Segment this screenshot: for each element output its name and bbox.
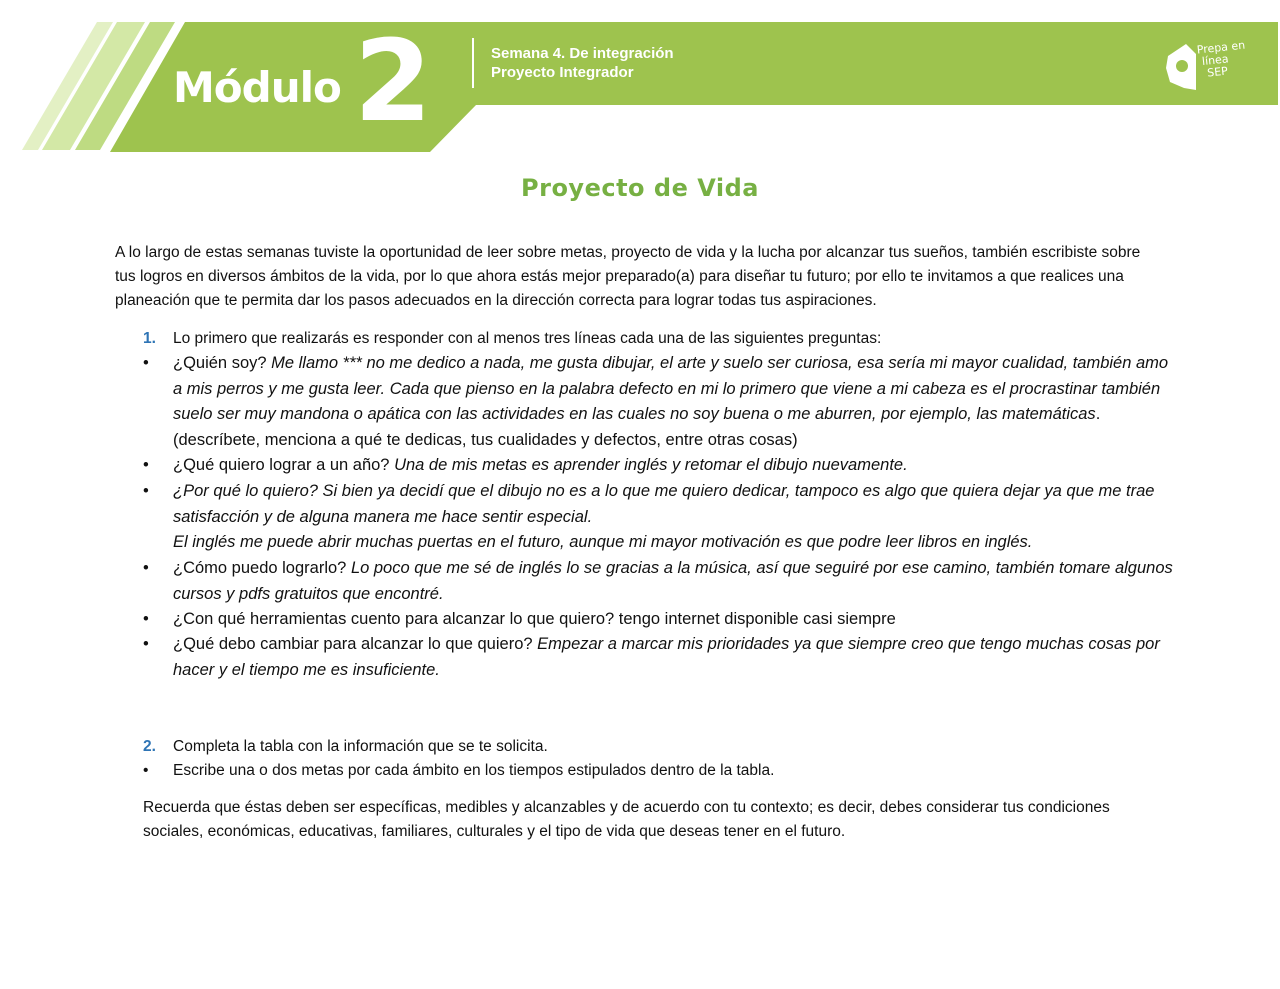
module-number: 2 <box>354 17 432 147</box>
question: ¿Con qué herramientas cuento para alcanzar lo que quiero? <box>173 610 615 628</box>
answer: tengo internet disponible casi siempre <box>614 610 896 628</box>
bullet-icon: • <box>143 762 149 779</box>
project-line: Proyecto Integrador <box>491 64 634 81</box>
intro-paragraph: A lo largo de estas semanas tuviste la oportunidad de leer sobre metas, proyecto de vida y la lucha por alcanzar tus sueños, también escribiste sobre tus logros en diversos ámbitos de la vida, por lo que ahora estás mejor preparado(a) para diseñar tu futuro; por ello te invitamos a que realices una planeación que te permita dar los pasos adecuados en la dirección correcta para lograr todas tus aspiraciones. <box>115 244 1141 309</box>
section-2-instruction: 2. Completa la tabla con la información que se te solicita. <box>143 735 1173 759</box>
bullet-icon: • <box>143 482 149 500</box>
module-label: Módulo <box>173 63 341 112</box>
header-divider <box>472 38 474 88</box>
bullet-icon: • <box>143 610 149 628</box>
section-1-number: 1. <box>143 330 156 347</box>
list-item-como-lograrlo <box>143 556 1173 607</box>
answer-continued: El inglés me puede abrir muchas puertas en el futuro, aunque mi mayor motivación es que podre leer libros en inglés. <box>173 533 1033 551</box>
list-item-quien-soy <box>143 351 1173 453</box>
question: ¿Qué quiero lograr a un año? <box>173 456 390 474</box>
question: ¿Qué debo cambiar para alcanzar lo que quiero? <box>173 635 533 653</box>
list-item-por-que <box>143 479 1173 556</box>
page-title: Proyecto de Vida <box>521 174 759 202</box>
bullet-icon: • <box>143 559 149 577</box>
answer: Me llamo *** no me dedico a nada, me gusta dibujar, el arte y suelo ser curiosa, esa sería mi mayor cualidad, también amo a mis perros y me gusta leer. Cada que pienso en la palabra defecto en mi lo primero que viene a mi cabeza es el procrastinar también suelo ser muy mandona o apática con las actividades en las cuales no soy buena o me aburren, por ejemplo, las matemáticas <box>173 354 1169 423</box>
answer: Empezar a marcar mis prioridades ya que siempre creo que tengo muchas cosas por hacer y el tiempo me es insuficiente. <box>173 635 1160 679</box>
list-item-metas: • Escribe una o dos metas por cada ámbito en los tiempos estipulados dentro de la tabla. <box>143 759 1173 783</box>
answer: Si bien ya decidí que el dibujo no es a lo que me quiero dedicar, tampoco es algo que quiera dejar ya que me trae satisfacción y de alguna manera me hace sentir especial. <box>173 482 1155 526</box>
bullet-icon: • <box>143 635 149 653</box>
section-1-instruction: 1. Lo primero que realizarás es responder con al menos tres líneas cada una de las siguientes preguntas: <box>143 327 1173 351</box>
bullet-icon: • <box>143 354 149 372</box>
list-item-lograr-un-ano <box>143 453 1173 479</box>
question: ¿Por qué lo quiero? <box>173 482 318 500</box>
answer-suffix: . (descríbete, menciona a qué te dedicas, tus cualidades y defectos, entre otras cosas) <box>173 405 1101 449</box>
header-subtitle <box>491 44 674 82</box>
list-item-que-cambiar <box>143 632 1173 683</box>
list-item-herramientas <box>143 607 1173 633</box>
question: ¿Quién soy? <box>173 354 267 372</box>
answer: Una de mis metas es aprender inglés y retomar el dibujo nuevamente. <box>389 456 908 474</box>
section-2-number: 2. <box>143 738 156 755</box>
question: ¿Cómo puedo lograrlo? <box>173 559 347 577</box>
closing-paragraph: Recuerda que éstas deben ser específicas, medibles y alcanzables y de acuerdo con tu contexto; es decir, debes considerar tus condiciones sociales, económicas, educativas, familiares, culturales y el tipo de vida que deseas tener en el futuro. <box>143 799 1110 840</box>
logo-text: Prepa en línea SEP <box>1196 38 1246 80</box>
week-line: Semana 4. De integración <box>491 45 674 62</box>
bullet-icon: • <box>143 456 149 474</box>
answer: Lo poco que me sé de inglés lo se gracias a la música, así que seguiré por ese camino, también tomare algunos cursos y pdfs gratuitos que encontré. <box>173 559 1173 603</box>
